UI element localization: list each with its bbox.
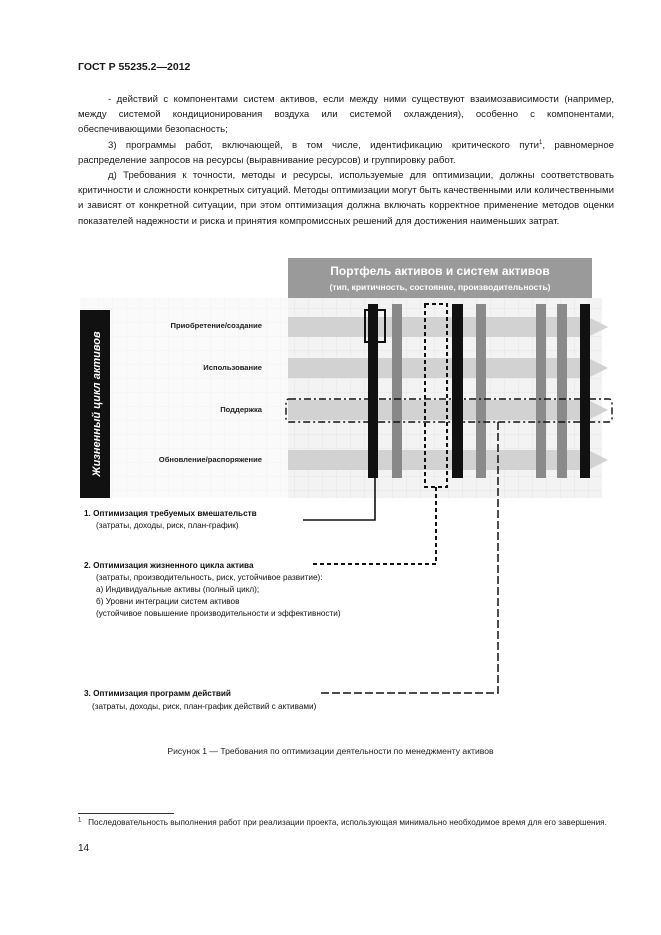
opt2-title: 2. Оптимизация жизненного цикла актива	[84, 561, 254, 570]
opt2-line-3: б) Уровни интеграции систем активов	[96, 597, 240, 606]
opt1-title: 1. Оптимизация требуемых вмешательств	[84, 509, 257, 518]
stage-label-use: Использование	[203, 363, 262, 372]
paragraph-work-program: 3) программы работ, включающей, в том числе, идентификацию критического пути$^1$, равномерное распределение запросов на ресурсы (выравнивание ресурсов) и группировку работ.	[78, 139, 614, 166]
opt1-detail: (затраты, доходы, риск, план-график)	[96, 521, 239, 530]
stage-label-acquire: Приобретение/создание	[170, 321, 262, 330]
opt2-line-4: (устойчивое повышение производительности и эффективности)	[96, 609, 341, 618]
asset-bar	[368, 304, 378, 478]
asset-bar	[580, 304, 590, 478]
leader-line-2	[310, 487, 436, 564]
document-header: ГОСТ Р 55235.2—2012	[78, 61, 191, 73]
stage-label-support: Поддержка	[220, 405, 262, 414]
stage-label-renew: Обновление/распоряжение	[158, 455, 262, 464]
asset-bar	[476, 304, 486, 478]
asset-bar	[536, 304, 546, 478]
opt2-line-1: (затраты, производительность, риск, устойчивое развитие):	[96, 573, 323, 582]
portfolio-subtitle: (тип, критичность, состояние, производительность)	[329, 282, 551, 292]
footnote-ref: 1	[539, 139, 543, 146]
page-number: 14	[78, 843, 90, 854]
lifecycle-label: Жизненный цикл активов	[91, 331, 103, 477]
asset-bar	[557, 304, 567, 478]
footnote-divider	[78, 813, 174, 814]
paragraph-dependencies: - действий с компонентами систем активов, если между ними существуют взаимозависимости (например, между системой кондиционирования воздуха или системой охлаждения), особенно с компонентами, обеспечивающими безопасность;	[78, 94, 614, 136]
opt3-detail: (затраты, доходы, риск, план-график действий с активами)	[92, 702, 317, 711]
footnote-text: Последовательность выполнения работ при реализации проекта, использующая минимально необходимое время для его завершения.	[88, 818, 607, 827]
figure-caption: Рисунок 1 — Требования по оптимизации деятельности по менеджменту активов	[167, 746, 494, 756]
opt2-line-2: а) Индивидуальные активы (полный цикл);	[96, 585, 260, 594]
asset-bar	[452, 304, 463, 478]
asset-bar	[392, 304, 402, 478]
footnote-mark: 1	[78, 817, 82, 824]
opt3-title: 3. Оптимизация программ действий	[84, 689, 231, 698]
footnote	[78, 817, 614, 830]
portfolio-title: Портфель активов и систем активов	[330, 264, 550, 278]
paragraph-requirements: д) Требования к точности, методы и ресурсы, используемые для оптимизации, должны соответствовать критичности и сложности конкретных ситуаций. Методы оптимизации могут быть качественными или количественными и зависят от конкретной ситуации, при этом оптимизация должна включать корректное применение методов оценки показателей надежности и риска и принятия компромиссных решений для достижения наименьших затрат.	[78, 170, 614, 227]
